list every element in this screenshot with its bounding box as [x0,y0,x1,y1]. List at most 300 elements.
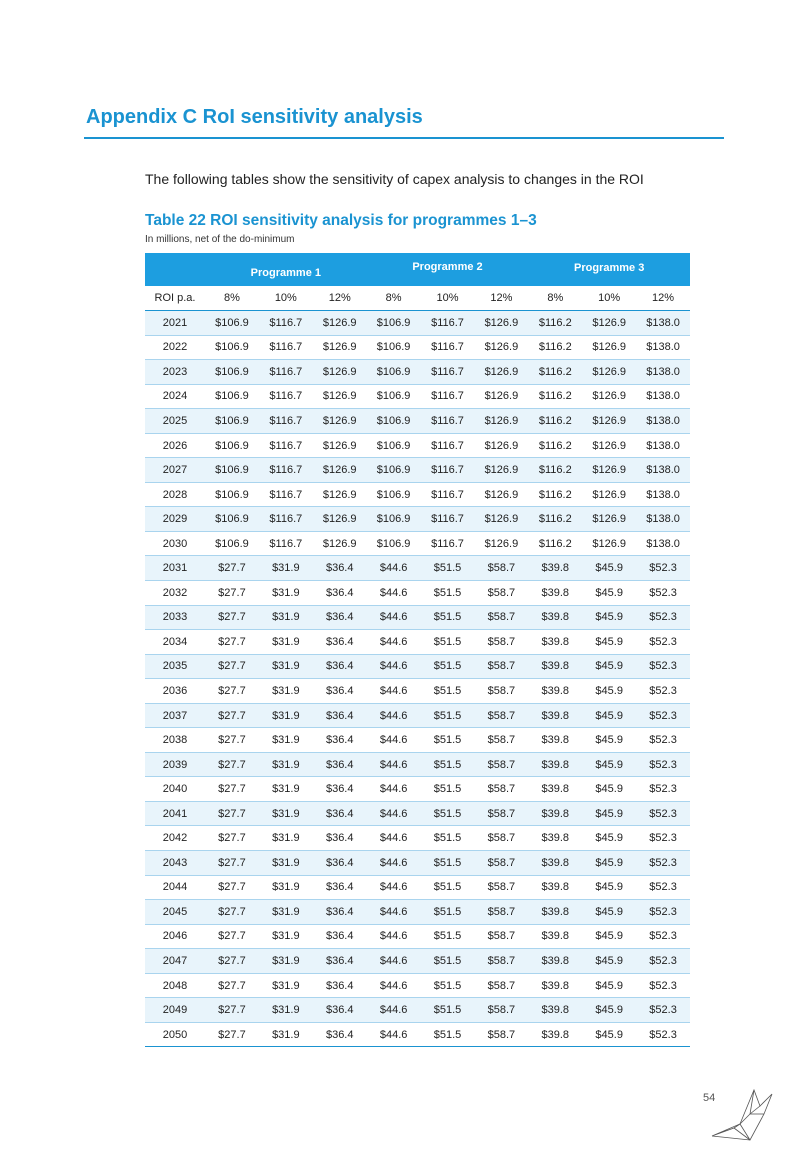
value-cell: $52.3 [636,752,690,777]
value-cell: $106.9 [205,360,259,385]
table-body [145,311,690,1047]
value-cell: $36.4 [313,556,367,581]
value-cell: $106.9 [367,531,421,556]
value-cell: $44.6 [367,728,421,753]
table-row [145,728,690,753]
value-cell: $106.9 [205,384,259,409]
value-cell: $116.7 [259,409,313,434]
value-cell: $138.0 [636,507,690,532]
value-cell: $106.9 [367,360,421,385]
value-cell: $126.9 [582,482,636,507]
value-cell: $58.7 [474,777,528,802]
value-cell: $116.7 [421,433,475,458]
value-cell: $45.9 [582,752,636,777]
value-cell: $116.7 [421,482,475,507]
table-row [145,703,690,728]
value-cell: $27.7 [205,900,259,925]
table-row [145,924,690,949]
value-cell: $36.4 [313,605,367,630]
year-cell: 2022 [145,335,205,360]
value-cell: $39.8 [528,1022,582,1047]
year-cell: 2025 [145,409,205,434]
year-cell: 2027 [145,458,205,483]
value-cell: $58.7 [474,998,528,1023]
value-cell: $52.3 [636,801,690,826]
value-cell: $51.5 [421,630,475,655]
year-cell: 2036 [145,679,205,704]
value-cell: $126.9 [582,458,636,483]
value-cell: $106.9 [367,507,421,532]
year-cell: 2037 [145,703,205,728]
value-cell: $106.9 [367,311,421,336]
table-row [145,458,690,483]
value-cell: $27.7 [205,973,259,998]
table-row [145,875,690,900]
value-cell: $44.6 [367,973,421,998]
value-cell: $58.7 [474,654,528,679]
value-cell: $52.3 [636,728,690,753]
value-cell: $116.7 [259,384,313,409]
table-row [145,973,690,998]
programme-2-header: Programme 2 [367,253,529,286]
value-cell: $58.7 [474,801,528,826]
value-cell: $31.9 [259,581,313,606]
value-cell: $51.5 [421,900,475,925]
value-cell: $44.6 [367,703,421,728]
value-cell: $27.7 [205,1022,259,1047]
value-cell: $126.9 [582,384,636,409]
value-cell: $58.7 [474,581,528,606]
value-cell: $44.6 [367,900,421,925]
value-cell: $39.8 [528,703,582,728]
value-cell: $138.0 [636,531,690,556]
value-cell: $116.7 [421,360,475,385]
value-cell: $27.7 [205,630,259,655]
rate-header: 10% [582,286,636,311]
year-cell: 2024 [145,384,205,409]
value-cell: $45.9 [582,777,636,802]
value-cell: $36.4 [313,924,367,949]
value-cell: $39.8 [528,605,582,630]
value-cell: $138.0 [636,433,690,458]
value-cell: $39.8 [528,949,582,974]
value-cell: $106.9 [367,335,421,360]
year-cell: 2039 [145,752,205,777]
table-row [145,360,690,385]
value-cell: $45.9 [582,924,636,949]
programme-3-header: Programme 3 [528,253,690,286]
value-cell: $27.7 [205,998,259,1023]
value-cell: $58.7 [474,630,528,655]
value-cell: $106.9 [367,384,421,409]
value-cell: $116.7 [259,458,313,483]
value-cell: $45.9 [582,728,636,753]
table-row [145,335,690,360]
value-cell: $51.5 [421,1022,475,1047]
value-cell: $52.3 [636,973,690,998]
value-cell: $39.8 [528,752,582,777]
value-cell: $51.5 [421,703,475,728]
value-cell: $31.9 [259,949,313,974]
value-cell: $52.3 [636,924,690,949]
value-cell: $116.7 [259,433,313,458]
value-cell: $31.9 [259,801,313,826]
value-cell: $36.4 [313,998,367,1023]
value-cell: $36.4 [313,949,367,974]
roi-label: ROI p.a. [145,286,205,311]
value-cell: $31.9 [259,679,313,704]
value-cell: $36.4 [313,1022,367,1047]
value-cell: $126.9 [582,531,636,556]
value-cell: $39.8 [528,851,582,876]
value-cell: $36.4 [313,728,367,753]
value-cell: $106.9 [205,458,259,483]
value-cell: $126.9 [474,433,528,458]
geometric-bird-logo-icon [710,1084,774,1142]
year-cell: 2047 [145,949,205,974]
value-cell: $45.9 [582,973,636,998]
programme-1-header: Programme 1 [205,253,367,286]
table-row [145,433,690,458]
value-cell: $51.5 [421,875,475,900]
value-cell: $36.4 [313,752,367,777]
value-cell: $116.7 [259,531,313,556]
year-cell: 2040 [145,777,205,802]
value-cell: $126.9 [313,507,367,532]
value-cell: $44.6 [367,654,421,679]
value-cell: $36.4 [313,630,367,655]
rate-header: 12% [636,286,690,311]
table-row [145,752,690,777]
value-cell: $58.7 [474,875,528,900]
value-cell: $106.9 [367,409,421,434]
value-cell: $116.2 [528,384,582,409]
value-cell: $51.5 [421,801,475,826]
value-cell: $126.9 [582,409,636,434]
value-cell: $51.5 [421,973,475,998]
value-cell: $36.4 [313,679,367,704]
value-cell: $39.8 [528,801,582,826]
value-cell: $138.0 [636,384,690,409]
value-cell: $31.9 [259,826,313,851]
value-cell: $27.7 [205,875,259,900]
rate-header: 12% [313,286,367,311]
value-cell: $52.3 [636,826,690,851]
value-cell: $58.7 [474,752,528,777]
value-cell: $106.9 [205,482,259,507]
value-cell: $44.6 [367,851,421,876]
value-cell: $39.8 [528,581,582,606]
value-cell: $126.9 [582,335,636,360]
value-cell: $27.7 [205,826,259,851]
rate-header: 8% [528,286,582,311]
year-cell: 2041 [145,801,205,826]
value-cell: $106.9 [205,311,259,336]
value-cell: $116.2 [528,433,582,458]
value-cell: $45.9 [582,851,636,876]
value-cell: $51.5 [421,851,475,876]
value-cell: $27.7 [205,924,259,949]
table-row [145,900,690,925]
value-cell: $39.8 [528,654,582,679]
value-cell: $58.7 [474,851,528,876]
value-cell: $106.9 [367,482,421,507]
value-cell: $51.5 [421,728,475,753]
value-cell: $58.7 [474,973,528,998]
value-cell: $51.5 [421,605,475,630]
value-cell: $116.7 [421,409,475,434]
year-cell: 2032 [145,581,205,606]
table-row [145,507,690,532]
value-cell: $138.0 [636,335,690,360]
value-cell: $52.3 [636,556,690,581]
value-cell: $52.3 [636,851,690,876]
value-cell: $106.9 [367,433,421,458]
table-row [145,482,690,507]
value-cell: $126.9 [313,360,367,385]
value-cell: $27.7 [205,581,259,606]
value-cell: $52.3 [636,703,690,728]
table-row [145,630,690,655]
value-cell: $138.0 [636,458,690,483]
value-cell: $106.9 [205,409,259,434]
value-cell: $126.9 [474,384,528,409]
value-cell: $39.8 [528,556,582,581]
rate-header-row [145,286,690,311]
value-cell: $116.7 [421,311,475,336]
value-cell: $44.6 [367,630,421,655]
value-cell: $116.7 [259,311,313,336]
value-cell: $27.7 [205,679,259,704]
table-subtitle: In millions, net of the do-minimum [145,234,295,245]
value-cell: $106.9 [205,335,259,360]
value-cell: $36.4 [313,703,367,728]
rate-header: 10% [259,286,313,311]
rate-header: 8% [205,286,259,311]
value-cell: $52.3 [636,679,690,704]
table-row [145,605,690,630]
value-cell: $36.4 [313,851,367,876]
value-cell: $44.6 [367,801,421,826]
roi-sensitivity-table [145,253,690,1047]
value-cell: $116.7 [259,507,313,532]
value-cell: $31.9 [259,875,313,900]
year-cell: 2046 [145,924,205,949]
value-cell: $45.9 [582,703,636,728]
intro-paragraph: The following tables show the sensitivity of capex analysis to changes in the ROI [145,171,644,187]
value-cell: $36.4 [313,875,367,900]
value-cell: $39.8 [528,875,582,900]
value-cell: $116.2 [528,531,582,556]
value-cell: $126.9 [474,482,528,507]
value-cell: $116.2 [528,458,582,483]
year-cell: 2045 [145,900,205,925]
value-cell: $44.6 [367,1022,421,1047]
value-cell: $126.9 [474,360,528,385]
value-cell: $31.9 [259,924,313,949]
value-cell: $27.7 [205,752,259,777]
value-cell: $36.4 [313,777,367,802]
value-cell: $106.9 [205,507,259,532]
value-cell: $58.7 [474,900,528,925]
value-cell: $31.9 [259,1022,313,1047]
value-cell: $52.3 [636,605,690,630]
year-cell: 2030 [145,531,205,556]
value-cell: $126.9 [313,409,367,434]
value-cell: $27.7 [205,654,259,679]
value-cell: $52.3 [636,630,690,655]
value-cell: $45.9 [582,630,636,655]
value-cell: $39.8 [528,973,582,998]
table-row [145,531,690,556]
value-cell: $31.9 [259,900,313,925]
value-cell: $126.9 [474,531,528,556]
value-cell: $36.4 [313,581,367,606]
year-cell: 2049 [145,998,205,1023]
value-cell: $27.7 [205,556,259,581]
value-cell: $51.5 [421,826,475,851]
value-cell: $116.7 [421,384,475,409]
programme-header-row [145,253,690,286]
value-cell: $116.7 [421,531,475,556]
value-cell: $31.9 [259,703,313,728]
table-row [145,311,690,336]
value-cell: $116.7 [259,335,313,360]
value-cell: $58.7 [474,1022,528,1047]
value-cell: $51.5 [421,679,475,704]
value-cell: $126.9 [582,433,636,458]
value-cell: $44.6 [367,875,421,900]
year-cell: 2021 [145,311,205,336]
value-cell: $52.3 [636,998,690,1023]
value-cell: $27.7 [205,605,259,630]
value-cell: $116.2 [528,360,582,385]
value-cell: $126.9 [582,507,636,532]
value-cell: $31.9 [259,630,313,655]
value-cell: $116.2 [528,482,582,507]
value-cell: $27.7 [205,777,259,802]
rate-header: 10% [421,286,475,311]
year-cell: 2048 [145,973,205,998]
value-cell: $45.9 [582,654,636,679]
value-cell: $126.9 [313,335,367,360]
value-cell: $44.6 [367,556,421,581]
value-cell: $44.6 [367,752,421,777]
table-row [145,801,690,826]
value-cell: $45.9 [582,801,636,826]
value-cell: $51.5 [421,581,475,606]
value-cell: $126.9 [313,384,367,409]
value-cell: $116.2 [528,409,582,434]
value-cell: $138.0 [636,360,690,385]
value-cell: $45.9 [582,949,636,974]
value-cell: $126.9 [582,311,636,336]
rate-header: 12% [474,286,528,311]
value-cell: $45.9 [582,875,636,900]
table-row [145,409,690,434]
year-cell: 2038 [145,728,205,753]
value-cell: $51.5 [421,777,475,802]
value-cell: $31.9 [259,556,313,581]
year-cell: 2028 [145,482,205,507]
value-cell: $116.7 [421,507,475,532]
table-row [145,826,690,851]
value-cell: $44.6 [367,581,421,606]
value-cell: $58.7 [474,924,528,949]
value-cell: $45.9 [582,679,636,704]
value-cell: $39.8 [528,900,582,925]
year-cell: 2033 [145,605,205,630]
year-cell: 2023 [145,360,205,385]
value-cell: $52.3 [636,875,690,900]
value-cell: $126.9 [474,311,528,336]
table-row [145,384,690,409]
value-cell: $51.5 [421,752,475,777]
value-cell: $138.0 [636,409,690,434]
table-row [145,556,690,581]
value-cell: $45.9 [582,826,636,851]
value-cell: $39.8 [528,924,582,949]
value-cell: $116.7 [421,458,475,483]
year-cell: 2043 [145,851,205,876]
value-cell: $126.9 [474,409,528,434]
value-cell: $27.7 [205,728,259,753]
table-row [145,1022,690,1047]
value-cell: $44.6 [367,777,421,802]
value-cell: $36.4 [313,826,367,851]
value-cell: $58.7 [474,605,528,630]
value-cell: $45.9 [582,900,636,925]
value-cell: $52.3 [636,949,690,974]
table-row [145,949,690,974]
value-cell: $126.9 [313,311,367,336]
value-cell: $31.9 [259,851,313,876]
value-cell: $31.9 [259,605,313,630]
value-cell: $58.7 [474,728,528,753]
value-cell: $52.3 [636,900,690,925]
value-cell: $51.5 [421,556,475,581]
table-row [145,998,690,1023]
value-cell: $45.9 [582,998,636,1023]
value-cell: $44.6 [367,949,421,974]
value-cell: $44.6 [367,679,421,704]
year-cell: 2035 [145,654,205,679]
rate-header: 8% [367,286,421,311]
value-cell: $27.7 [205,851,259,876]
value-cell: $51.5 [421,924,475,949]
table-row [145,851,690,876]
value-cell: $58.7 [474,826,528,851]
value-cell: $116.7 [421,335,475,360]
value-cell: $116.2 [528,335,582,360]
value-cell: $126.9 [474,507,528,532]
value-cell: $45.9 [582,581,636,606]
value-cell: $39.8 [528,679,582,704]
value-cell: $52.3 [636,654,690,679]
value-cell: $31.9 [259,654,313,679]
value-cell: $36.4 [313,900,367,925]
value-cell: $31.9 [259,998,313,1023]
value-cell: $51.5 [421,998,475,1023]
value-cell: $36.4 [313,801,367,826]
table-row [145,679,690,704]
value-cell: $106.9 [205,433,259,458]
value-cell: $116.7 [259,360,313,385]
appendix-heading: Appendix C RoI sensitivity analysis [86,106,423,128]
value-cell: $58.7 [474,703,528,728]
year-cell: 2042 [145,826,205,851]
value-cell: $126.9 [474,458,528,483]
